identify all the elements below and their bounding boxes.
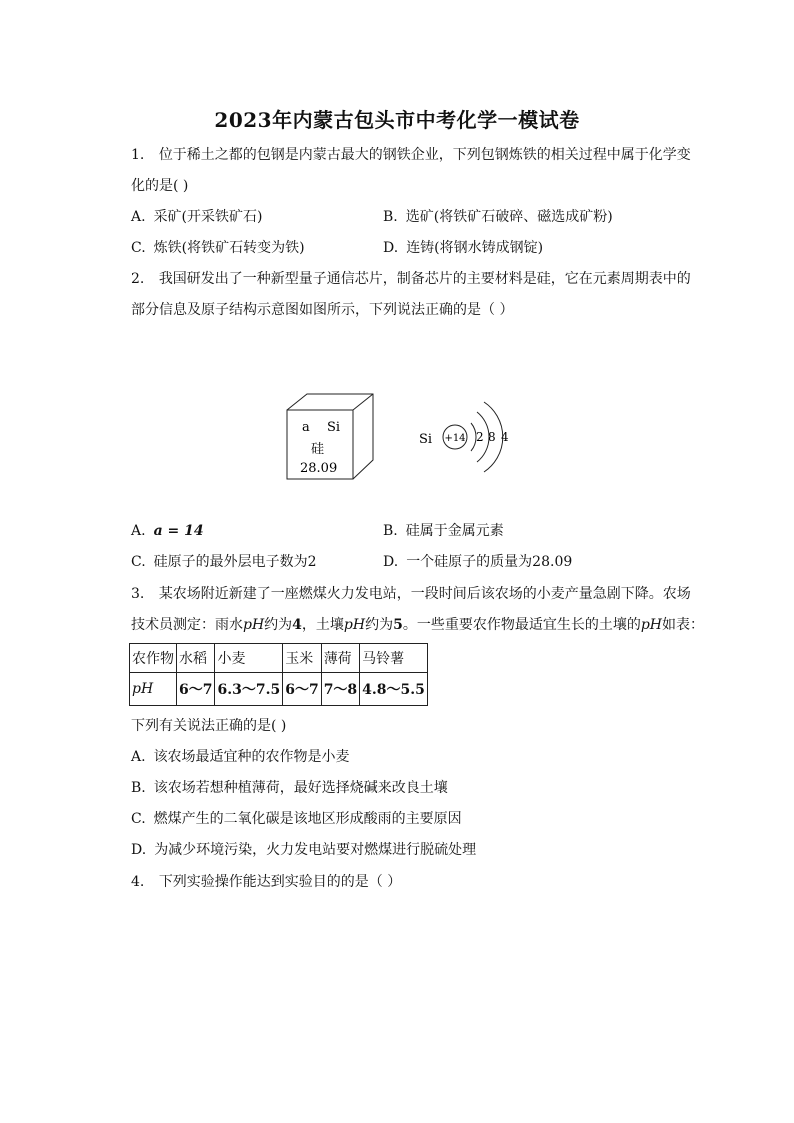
table-row: [130, 673, 428, 706]
q3-option-c: C. 燃煤产生的二氧化碳是该地区形成酸雨的主要原因: [131, 811, 462, 827]
q4-text: 下列实验操作能达到实验目的的是（ ）: [158, 874, 402, 890]
q3-line2: 技术员测定：雨水pH约为4，土壤pH约为5。一些重要农作物最适宜生长的土壤的pH如表：: [131, 617, 705, 633]
q4-number: 4.: [131, 874, 145, 890]
table-cell: 6.3～7.5: [215, 673, 283, 706]
q3-option-b: B. 该农场若想种植薄荷，最好选择烧碱来改良土壤: [131, 780, 448, 796]
atom-symbol: Si: [419, 432, 433, 447]
shell-electrons-3: 4: [501, 430, 509, 444]
table-header-cell: 薄荷: [321, 644, 359, 673]
table-cell: pH: [130, 673, 177, 706]
q2-number: 2.: [131, 271, 145, 287]
q4-line1: [131, 873, 401, 891]
q1-line1: [131, 146, 691, 164]
cell-atomic-number: a: [302, 420, 310, 435]
ph-table: [129, 643, 428, 706]
nucleus-charge: +14: [444, 433, 466, 444]
cell-name: 硅: [311, 442, 325, 457]
q2-option-b: B. 硅属于金属元素: [383, 523, 504, 539]
q1-option-b: B. 选矿(将铁矿石破碎、磁选成矿粉): [383, 209, 613, 225]
cell-symbol: Si: [327, 420, 341, 435]
q2-option-a: A. a = 14: [131, 523, 204, 539]
table-cell: 6～7: [283, 673, 321, 706]
q2-option-c: C. 硅原子的最外层电子数为2: [131, 554, 317, 570]
table-header-cell: 马铃薯: [360, 644, 428, 673]
q1-number: 1.: [131, 147, 145, 163]
periodic-cell-cube: [287, 394, 373, 479]
q2-option-d: D. 一个硅原子的质量为28.09: [383, 554, 573, 570]
q3-text-1: 某农场附近新建了一座燃煤火力发电站，一段时间后该农场的小麦产量急剧下降。农场: [158, 586, 691, 602]
atom-structure-diagram: [419, 402, 509, 472]
q1-text-1: 位于稀土之都的包钢是内蒙古最大的钢铁企业，下列包钢炼铁的相关过程中属于化学变: [158, 147, 691, 163]
q3-option-a: A. 该农场最适宜种的农作物是小麦: [131, 749, 350, 765]
table-header-cell: 玉米: [283, 644, 321, 673]
q3-line1: [131, 585, 691, 603]
q1-option-c: C. 炼铁(将铁矿石转变为铁): [131, 240, 305, 256]
table-header-cell: 农作物: [130, 644, 177, 673]
q3-option-d: D. 为减少环境污染，火力发电站要对燃煤进行脱硫处理: [131, 842, 477, 858]
table-row: [130, 644, 428, 673]
q1-text-2: 化的是( ): [131, 178, 189, 194]
shell-electrons-2: 8: [488, 430, 496, 444]
q2-line1: [131, 270, 691, 288]
q2-text-2: 部分信息及原子结构示意图如图所示，下列说法正确的是（ ）: [131, 302, 514, 318]
q2-text-1: 我国研发出了一种新型量子通信芯片，制备芯片的主要材料是硅，它在元素周期表中的: [158, 271, 691, 287]
table-cell: 6～7: [177, 673, 215, 706]
table-cell: 7～8: [321, 673, 359, 706]
q3-after-table: 下列有关说法正确的是( ): [131, 718, 287, 734]
q3-number: 3.: [131, 586, 145, 602]
table-header-cell: 小麦: [215, 644, 283, 673]
page-title: 2023年内蒙古包头市中考化学一模试卷: [214, 108, 580, 132]
cell-mass: 28.09: [300, 461, 338, 476]
shell-electrons-1: 2: [476, 430, 484, 444]
q1-option-d: D. 连铸(将钢水铸成钢锭): [383, 240, 544, 256]
table-header-cell: 水稻: [177, 644, 215, 673]
table-cell: 4.8～5.5: [360, 673, 428, 706]
silicon-figure: [285, 390, 525, 485]
q1-option-a: A. 采矿(开采铁矿石): [131, 209, 263, 225]
